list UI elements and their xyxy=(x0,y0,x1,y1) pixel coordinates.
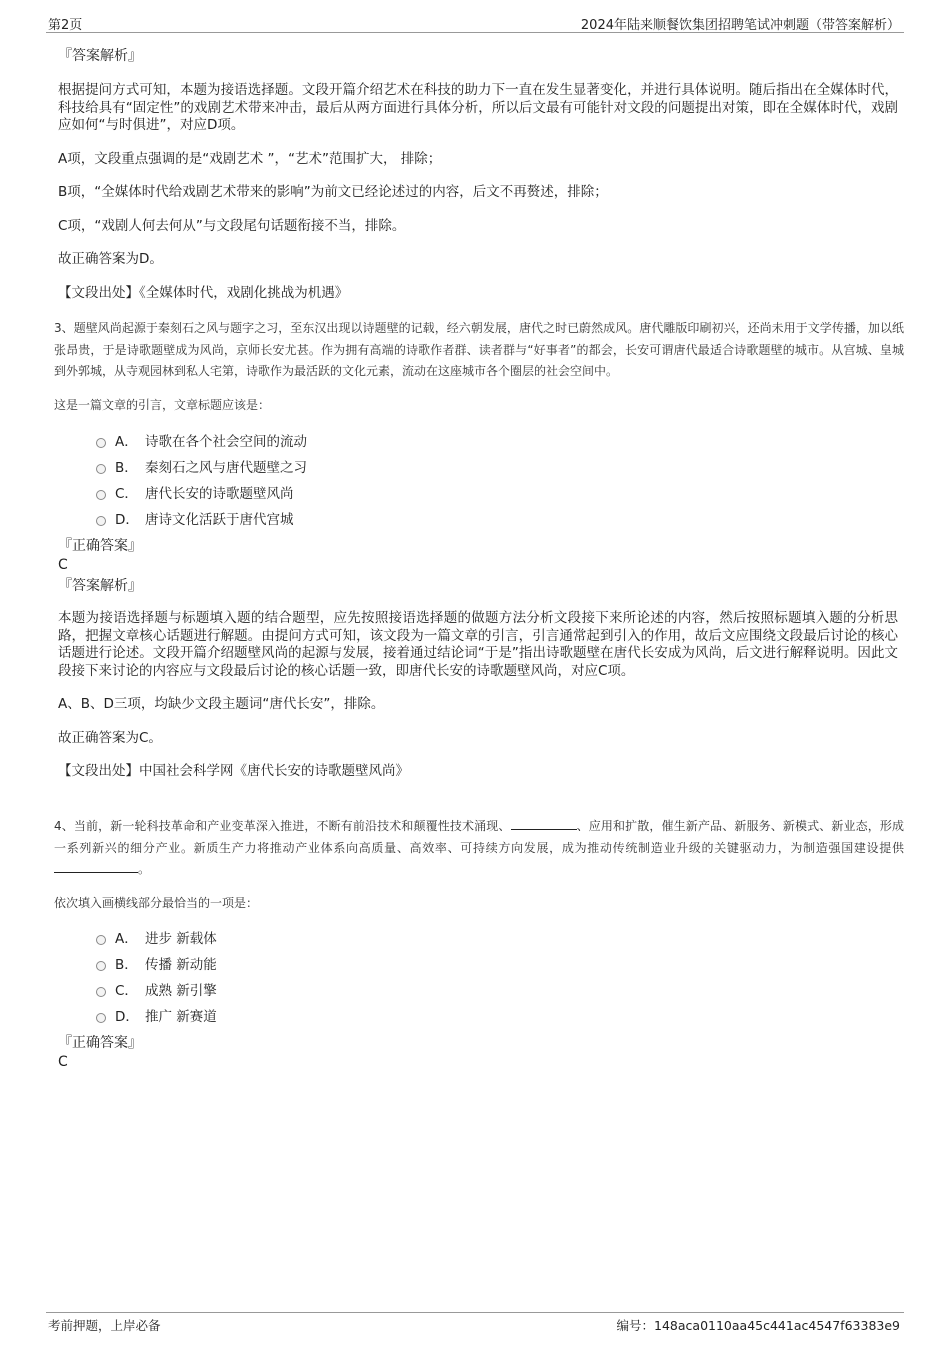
source-citation: 【文段出处】中国社会科学网《唐代长安的诗歌题壁风尚》 xyxy=(58,763,409,779)
analysis-paragraph: 根据提问方式可知，本题为接语选择题。文段开篇介绍艺术在科技的助力下一直在发生显著变化，并进行具体说明。随后指出在全媒体时代，科技给具有“固定性”的戏剧艺术带来冲击，最后从两方面进行具体分析，所以后文最有可能针对文段的问题提出对策，即在全媒体时代，戏剧应如何“与时俱进”，对应D项。 xyxy=(58,82,898,133)
question-3-text: 3、题壁风尚起源于秦刻石之风与题字之习，至东汉出现以诗题壁的记载，经六朝发展，唐代之时已蔚然成风。唐代雕版印刷初兴，还尚未用于文学传播，加以纸张昂贵，于是诗歌题壁成为风尚，京师长安尤甚。作为拥有高端的诗歌作者群、读者群与“好事者”的都会，长安可谓唐代最适合诗歌题壁的城市。从宫城、皇城到外郭城，从寺观园林到私人宅第，诗歌作为最活跃的文化元素，流动在这座城市各个圈层的社会空间中。 xyxy=(54,321,904,378)
conclusion: 故正确答案为D。 xyxy=(58,251,163,267)
question-4-text: 4、当前，新一轮科技革命和产业变革深入推进，不断有前沿技术和颠覆性技术涌现、 、应用和扩散，催生新产品、新服务、新模式、新业态，形成一系列新兴的细分产业。新质生产力将推动产业体系向高质量、高效率、可持续方向发展，成为推动传统制造业升级的关键驱动力，为制造强国建设提供。 xyxy=(54,819,904,876)
q4-option-a[interactable]: A． 进步 新载体 xyxy=(96,927,217,947)
q4-option-b[interactable]: B． 传播 新动能 xyxy=(96,953,217,973)
document-code: 编号：148aca0110aa45c441ac4547f63383e9 xyxy=(616,1318,900,1333)
q3-option-b[interactable]: B． 秦刻石之风与唐代题壁之习 xyxy=(96,456,307,476)
question-3 xyxy=(54,318,904,416)
blank-1 xyxy=(511,817,577,830)
blank-2 xyxy=(54,860,138,873)
analysis-tag: 『答案解析』 xyxy=(58,578,142,594)
document-title: 2024年陆来顺餐饮集团招聘笔试冲刺题（带答案解析） xyxy=(580,18,900,33)
q4-option-c[interactable]: C． 成熟 新引擎 xyxy=(96,979,217,999)
correct-answer: C xyxy=(58,1054,68,1070)
analysis-paragraph: 本题为接语选择题与标题填入题的结合题型，应先按照接语选择题的做题方法分析文段接下来所论述的内容，然后按照标题填入题的分析思路，把握文章核心话题进行解题。由提问方式可知，该文段为一篇文章的引言，引言通常起到引入的作用，故后文应围绕文段最后讨论的核心话题进行论述。文段开篇介绍题壁风尚的起源与发展，接着通过结论词“于是”指出诗歌题壁在唐代长安成为风尚，后文进行解释说明。因此文段接下来讨论的内容应与文段最后讨论的核心话题一致，即唐代长安的诗歌题壁风尚，对应C项。 xyxy=(58,610,898,679)
radio-button[interactable] xyxy=(96,438,106,448)
question-4-prompt: 依次填入画横线部分最恰当的一项是： xyxy=(54,895,259,910)
answer-tag: 『正确答案』 xyxy=(58,1035,142,1051)
page-number: 第2页 xyxy=(48,18,83,33)
page-footer xyxy=(46,1312,904,1335)
radio-button[interactable] xyxy=(96,516,106,526)
option-a-analysis: A项，文段重点强调的是“戏剧艺术 ”，“艺术”范围扩大， 排除； xyxy=(58,150,442,167)
question-4 xyxy=(54,816,904,914)
q3-option-c[interactable]: C． 唐代长安的诗歌题壁风尚 xyxy=(96,482,294,502)
analysis-tag: 『答案解析』 xyxy=(58,48,142,64)
answer-tag: 『正确答案』 xyxy=(58,538,142,554)
radio-button[interactable] xyxy=(96,987,106,997)
q3-option-d[interactable]: D． 唐诗文化活跃于唐代宫城 xyxy=(96,508,294,528)
q3-answer-block xyxy=(58,536,898,781)
question-3-prompt: 这是一篇文章的引言，文章标题应该是： xyxy=(54,397,271,412)
option-c-analysis: C项，“戏剧人何去何从”与文段尾句话题衔接不当，排除。 xyxy=(58,217,406,234)
radio-button[interactable] xyxy=(96,490,106,500)
options-analysis: A、B、D三项，均缺少文段主题词“唐代长安”，排除。 xyxy=(58,696,385,712)
q4-answer-block xyxy=(58,1033,898,1072)
footer-slogan: 考前押题，上岸必备 xyxy=(48,1318,161,1333)
radio-button[interactable] xyxy=(96,935,106,945)
radio-button[interactable] xyxy=(96,464,106,474)
q2-analysis-block xyxy=(58,44,898,302)
q3-option-a[interactable]: A． 诗歌在各个社会空间的流动 xyxy=(96,430,307,450)
radio-button[interactable] xyxy=(96,1013,106,1023)
correct-answer: C xyxy=(58,557,68,573)
source-citation: 【文段出处】《全媒体时代，戏剧化挑战为机遇》 xyxy=(58,284,349,301)
page-header xyxy=(46,12,904,33)
conclusion: 故正确答案为C。 xyxy=(58,729,162,746)
q4-option-d[interactable]: D． 推广 新赛道 xyxy=(96,1005,217,1025)
option-b-analysis: B项，“全媒体时代给戏剧艺术带来的影响”为前文已经论述过的内容，后文不再赘述，排除； xyxy=(58,184,608,200)
radio-button[interactable] xyxy=(96,961,106,971)
